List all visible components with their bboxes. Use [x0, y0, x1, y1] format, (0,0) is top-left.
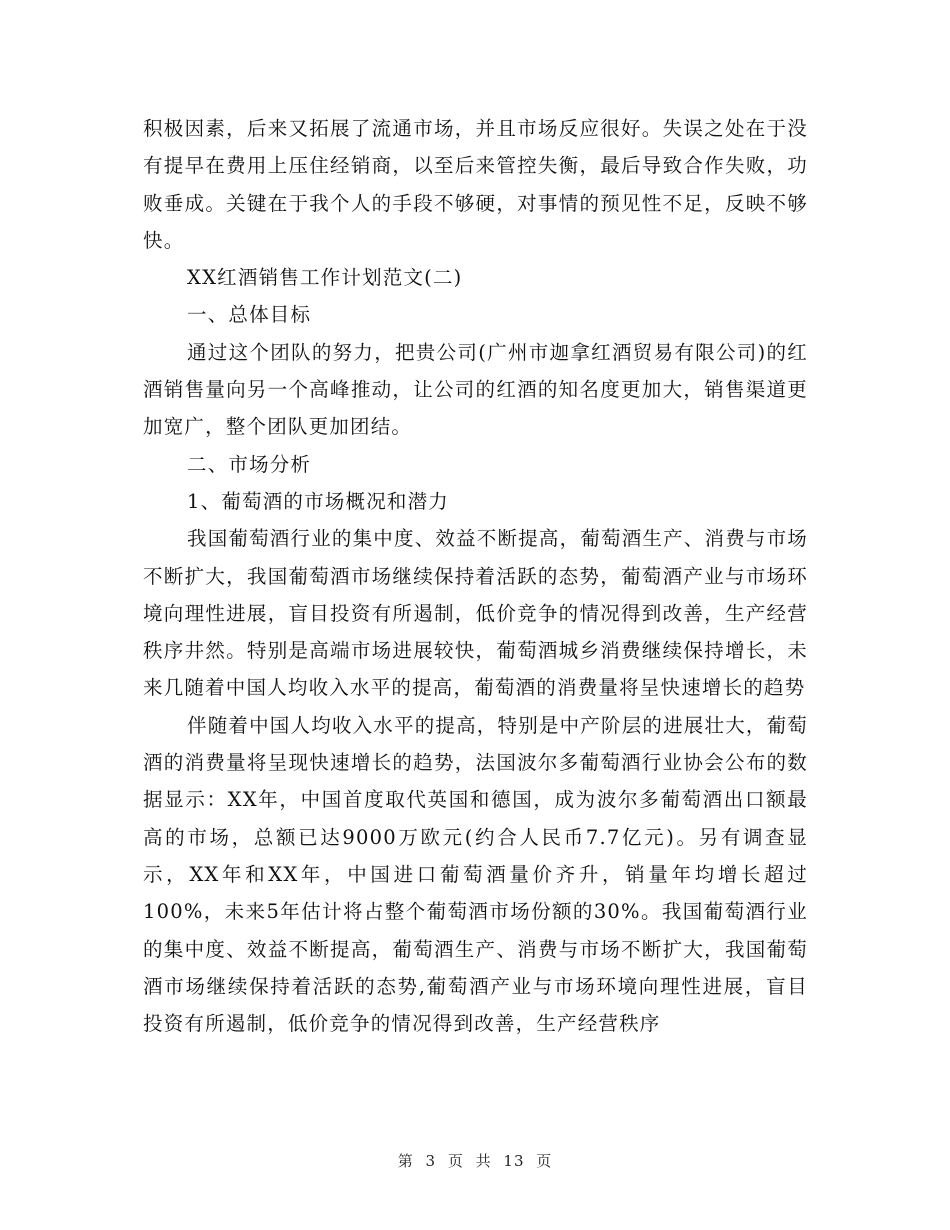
footer-suffix: 页: [536, 1152, 553, 1170]
footer-total-word: 共: [475, 1152, 492, 1170]
subheading-market-overview: 1、葡萄酒的市场概况和潜力: [187, 489, 450, 513]
paragraph-goal: 通过这个团队的努力，把贵公司(广州市迦拿红酒贸易有限公司)的红酒销售量向另一个高峰推动，让公司的红酒的知名度更加大，销售渠道更加宽广，整个团队更加团结。: [143, 340, 808, 439]
paragraph-continuation: 积极因素，后来又拓展了流通市场，并且市场反应很好。失误之处在于没有提早在费用上压住经销商，以至后来管控失衡，最后导致合作失败，功败垂成。关键在于我个人的手段不够硬，对事情的预见性不足，反映不够快。: [143, 117, 808, 252]
section-title: XX红酒销售工作计划范文(二): [187, 266, 463, 290]
heading-market-analysis: 二、市场分析: [187, 452, 312, 476]
paragraph-market-overview: 我国葡萄酒行业的集中度、效益不断提高，葡萄酒生产、消费与市场不断扩大，我国葡萄酒市场继续保持着活跃的态势，葡萄酒产业与市场环境向理性进展，盲目投资有所遏制，低价竞争的情况得到改善，生产经营秩序井然。特别是高端市场进展较快，葡萄酒城乡消费继续保持增长，未来几随着中国人均收入水平的提高，葡萄酒的消费量将呈快速增长的趋势: [143, 527, 809, 700]
heading-overall-goal: 一、总体目标: [187, 303, 312, 327]
page-footer: [0, 1150, 950, 1171]
paragraph-market-data: 伴随着中国人均收入水平的提高，特别是中产阶层的进展壮大，葡萄酒的消费量将呈现快速增长的趋势，法国波尔多葡萄酒行业协会公布的数据显示：XX年，中国首度取代英国和德国，成为波尔多葡萄酒出口额最高的市场，总额已达9000万欧元(约合人民币7.7亿元)。另有调查显示，XX年和XX年，中国进口葡萄酒量价齐升，销量年均增长超过100%，未来5年估计将占整个葡萄酒市场份额的30%。我国葡萄酒行业的集中度、效益不断提高，葡萄酒生产、消费与市场不断扩大，我国葡萄酒市场继续保持着活跃的态势,葡萄酒产业与市场环境向理性进展，盲目投资有所遏制，低价竞争的情况得到改善，生产经营秩序: [143, 713, 809, 1036]
footer-current-page: 3: [425, 1152, 437, 1170]
footer-prefix: 第: [397, 1152, 414, 1170]
footer-page-word: 页: [447, 1152, 464, 1170]
footer-total-pages: 13: [503, 1152, 525, 1170]
document-body: [143, 110, 808, 1042]
